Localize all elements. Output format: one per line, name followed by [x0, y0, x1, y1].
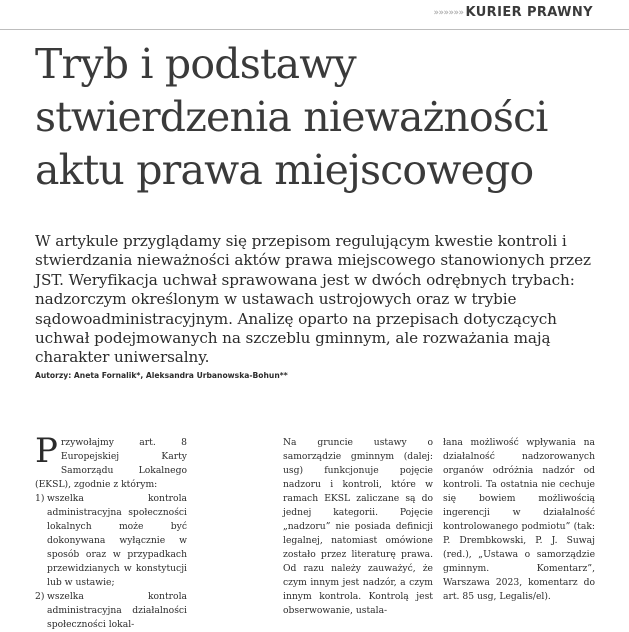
list-item-number: 1) — [35, 493, 45, 504]
list-item-number: 2) — [35, 591, 45, 602]
list-item — [35, 492, 187, 590]
kicker-arrows: »»»»»» — [433, 8, 464, 18]
section-kicker — [433, 5, 593, 20]
body-column-3: łana możliwość wpływania na działalność nadzorowanych organów odróżnia nadzór od kontroli. Ta ostatnia nie cechuje się bowiem możliwością ingerencji w działalność kontrolowanego podmiotu” (tak: P. Drembkowski, P. J. Suwaj (red.), „Ustawa o samorządzie gminnym. Komentarz”, Warszawa 2023, komentarz do art. 85 usg, Legalis/el). — [443, 437, 595, 602]
article-authors: Autorzy: Aneta Fornalik*, Aleksandra Urbanowska-Bohun** — [35, 371, 288, 380]
body-column-1 — [35, 431, 187, 632]
body-column-2: Na gruncie ustawy o samorządzie gminnym (dalej: usg) funkcjonuje pojęcie nadzoru i kontroli, które w ramach EKSL zaliczane są do jednej kategorii. Pojęcie „nadzoru” nie posiada definicji legalnej, natomiast omówione zostało przez literaturę prawa. Od razu należy zauważyć, że czym innym jest nadzór, a czym innym kontrola. Kontrolą jest obserwowanie, ustala- — [283, 437, 433, 616]
list-item — [35, 590, 187, 632]
article-title: Tryb i podstawy stwierdzenia nieważności aktu prawa miejscowego — [35, 40, 548, 194]
list-item-text: wszelka kontrola administracyjna działalności społeczności lokal- — [47, 591, 187, 630]
section-name: KURIER PRAWNY — [465, 5, 593, 20]
charter-list — [35, 492, 187, 632]
list-item-text: wszelka kontrola administracyjna społeczności lokalnych może być dokonywana wyłącznie w sposób oraz w przypadkach przewidzianych w konstytucji lub w ustawie; — [47, 493, 187, 588]
intro-paragraph: rzywołajmy art. 8 Europejskiej Karty Samorządu Lokalnego (EKSL), zgodnie z którym: — [35, 437, 187, 490]
header-rule — [0, 29, 629, 30]
article-lead: W artykule przyglądamy się przepisom regulującym kwestie kontroli i stwierdzania nieważności aktów prawa miejscowego stanowionych przez JST. Weryfikacja uchwał sprawowana jest w dwóch odrębnych trybach: nadzorczym określonym w ustawach ustrojowych oraz w trybie sądowoadministracyjnym. Analizę oparto na przepisach dotyczących uchwał podejmowanych na szczeblu gminnym, ale rozważania mają charakter uniwersalny. — [35, 232, 591, 367]
page-header — [0, 0, 629, 30]
drop-cap: P — [35, 431, 58, 471]
